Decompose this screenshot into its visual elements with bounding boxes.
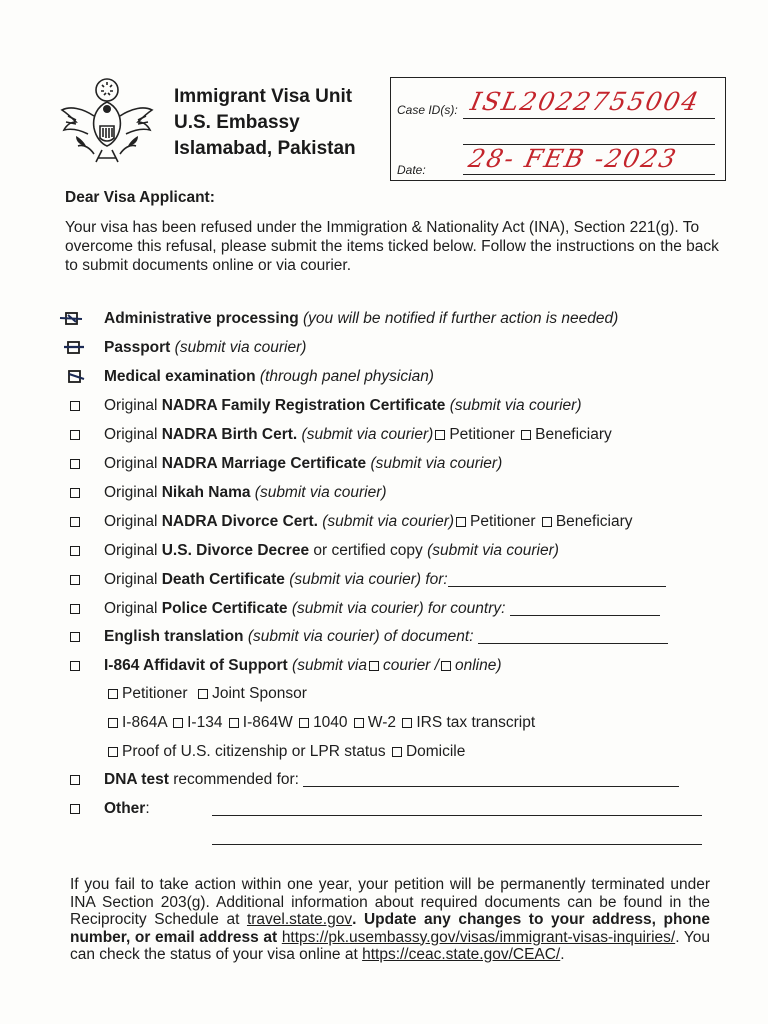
i864-form-options: I-864A I-134 I-864W 1040 W-2 IRS tax transcript: [106, 714, 535, 732]
checkbox-proof-citizenship[interactable]: [108, 747, 118, 757]
checkbox-dna-test[interactable]: [70, 775, 80, 785]
embassy-seal-icon: [58, 76, 156, 168]
embassy-city: Islamabad, Pakistan: [174, 138, 356, 159]
item-other: Other:: [104, 800, 150, 817]
checkbox-nikah-nama[interactable]: [70, 488, 80, 498]
checkbox-i864[interactable]: [70, 661, 80, 671]
checkbox-i864a[interactable]: [108, 718, 118, 728]
item-nadra-divorce-cert: Original NADRA Divorce Cert. (submit via courier) Petitioner Beneficiary: [104, 513, 633, 530]
ceac-status-link[interactable]: https://ceac.state.gov/CEAC/: [362, 946, 561, 963]
checkbox-divorce-petitioner[interactable]: [456, 517, 466, 527]
checkbox-i864-petitioner[interactable]: [108, 689, 118, 699]
checkbox-nadra-family[interactable]: [70, 401, 80, 411]
i864-sponsor-options: Petitioner Joint Sponsor: [106, 685, 307, 703]
checkbox-i864w[interactable]: [229, 718, 239, 728]
unit-name: Immigrant Visa Unit: [174, 86, 353, 107]
case-id-label: Case ID(s):: [397, 103, 458, 117]
checkbox-other[interactable]: [70, 804, 80, 814]
item-us-divorce-decree: Original U.S. Divorce Decree or certified copy (submit via courier): [104, 542, 559, 559]
other-blank-line-2[interactable]: [212, 844, 702, 845]
checkbox-nadra-marriage[interactable]: [70, 459, 80, 469]
checkbox-nadra-divorce[interactable]: [70, 517, 80, 527]
checkbox-birth-petitioner[interactable]: [435, 430, 445, 440]
item-passport: Passport (submit via courier): [104, 339, 307, 356]
date-line: [463, 174, 715, 175]
checkbox-police-certificate[interactable]: [70, 604, 80, 614]
checkbox-i864-courier[interactable]: [369, 661, 379, 671]
checkbox-us-divorce[interactable]: [70, 546, 80, 556]
i864-status-options: Proof of U.S. citizenship or LPR status Domicile: [106, 743, 465, 761]
item-nikah-nama: Original Nikah Nama (submit via courier): [104, 484, 387, 501]
checkbox-domicile[interactable]: [392, 747, 402, 757]
checked-checkbox-admin[interactable]: [58, 310, 94, 328]
checkbox-i134[interactable]: [173, 718, 183, 728]
item-nadra-marriage-certificate: Original NADRA Marriage Certificate (submit via courier): [104, 455, 503, 472]
checkbox-i864-online[interactable]: [441, 661, 451, 671]
date-label: Date:: [397, 163, 426, 177]
date-value: 28- FEB -2023: [465, 144, 681, 173]
checkbox-nadra-birth[interactable]: [70, 430, 80, 440]
death-certificate-blank[interactable]: [448, 572, 666, 587]
case-id-line: [463, 118, 715, 119]
greeting: Dear Visa Applicant:: [65, 189, 215, 206]
checkbox-joint-sponsor[interactable]: [198, 689, 208, 699]
footer-paragraph: If you fail to take action within one year, your petition will be permanently terminated under INA Section 203(g). Additional information about required documents can be found in the Reciprocity Schedule at travel.state.gov. Update any changes to your address, phone number, or email address at https://pk.usembassy.gov/visas/immigrant-visas-inquiries/. You can check the status of your visa online at https://ceac.state.gov/CEAC/.: [70, 876, 710, 963]
checkbox-irs-transcript[interactable]: [402, 718, 412, 728]
item-i864-affidavit: I-864 Affidavit of Support (submit via courier / online): [104, 657, 502, 674]
checkbox-english-translation[interactable]: [70, 632, 80, 642]
dna-test-blank[interactable]: [303, 772, 679, 787]
translation-document-blank[interactable]: [478, 629, 668, 644]
item-police-certificate: Original Police Certificate (submit via courier) for country:: [104, 600, 660, 618]
item-death-certificate: Original Death Certificate (submit via courier) for:: [104, 571, 666, 589]
case-id-value: ISL2022755004: [467, 87, 703, 116]
intro-paragraph: Your visa has been refused under the Immigration & Nationality Act (INA), Section 221(g). To overcome this refusal, please submit the items ticked below. Follow the instructions on the back to submit documents online or via courier.: [65, 219, 719, 274]
item-english-translation: English translation (submit via courier) of document:: [104, 628, 668, 646]
case-info-box: [390, 77, 726, 181]
checkbox-birth-beneficiary[interactable]: [521, 430, 531, 440]
police-country-blank[interactable]: [510, 601, 660, 616]
travel-state-link[interactable]: travel.state.gov: [246, 911, 353, 928]
checkbox-divorce-beneficiary[interactable]: [542, 517, 552, 527]
item-administrative-processing: Administrative processing (you will be notified if further action is needed): [104, 310, 619, 327]
item-nadra-family-registration: Original NADRA Family Registration Certificate (submit via courier): [104, 397, 582, 414]
checkbox-death-certificate[interactable]: [70, 575, 80, 585]
checkbox-1040[interactable]: [299, 718, 309, 728]
usembassy-inquiries-link[interactable]: https://pk.usembassy.gov/visas/immigrant-visas-inquiries/: [281, 928, 676, 946]
embassy-address: [174, 84, 356, 162]
item-medical-examination: Medical examination (through panel physician): [104, 368, 434, 385]
other-blank-line-1[interactable]: [212, 815, 702, 816]
item-dna-test: DNA test recommended for:: [104, 771, 679, 789]
checked-checkbox-medical[interactable]: [64, 368, 92, 386]
embassy-name: U.S. Embassy: [174, 112, 300, 133]
checked-checkbox-passport[interactable]: [62, 339, 92, 357]
item-nadra-birth-cert: Original NADRA Birth Cert. (submit via courier) Petitioner Beneficiary: [104, 426, 612, 443]
checkbox-w2[interactable]: [354, 718, 364, 728]
